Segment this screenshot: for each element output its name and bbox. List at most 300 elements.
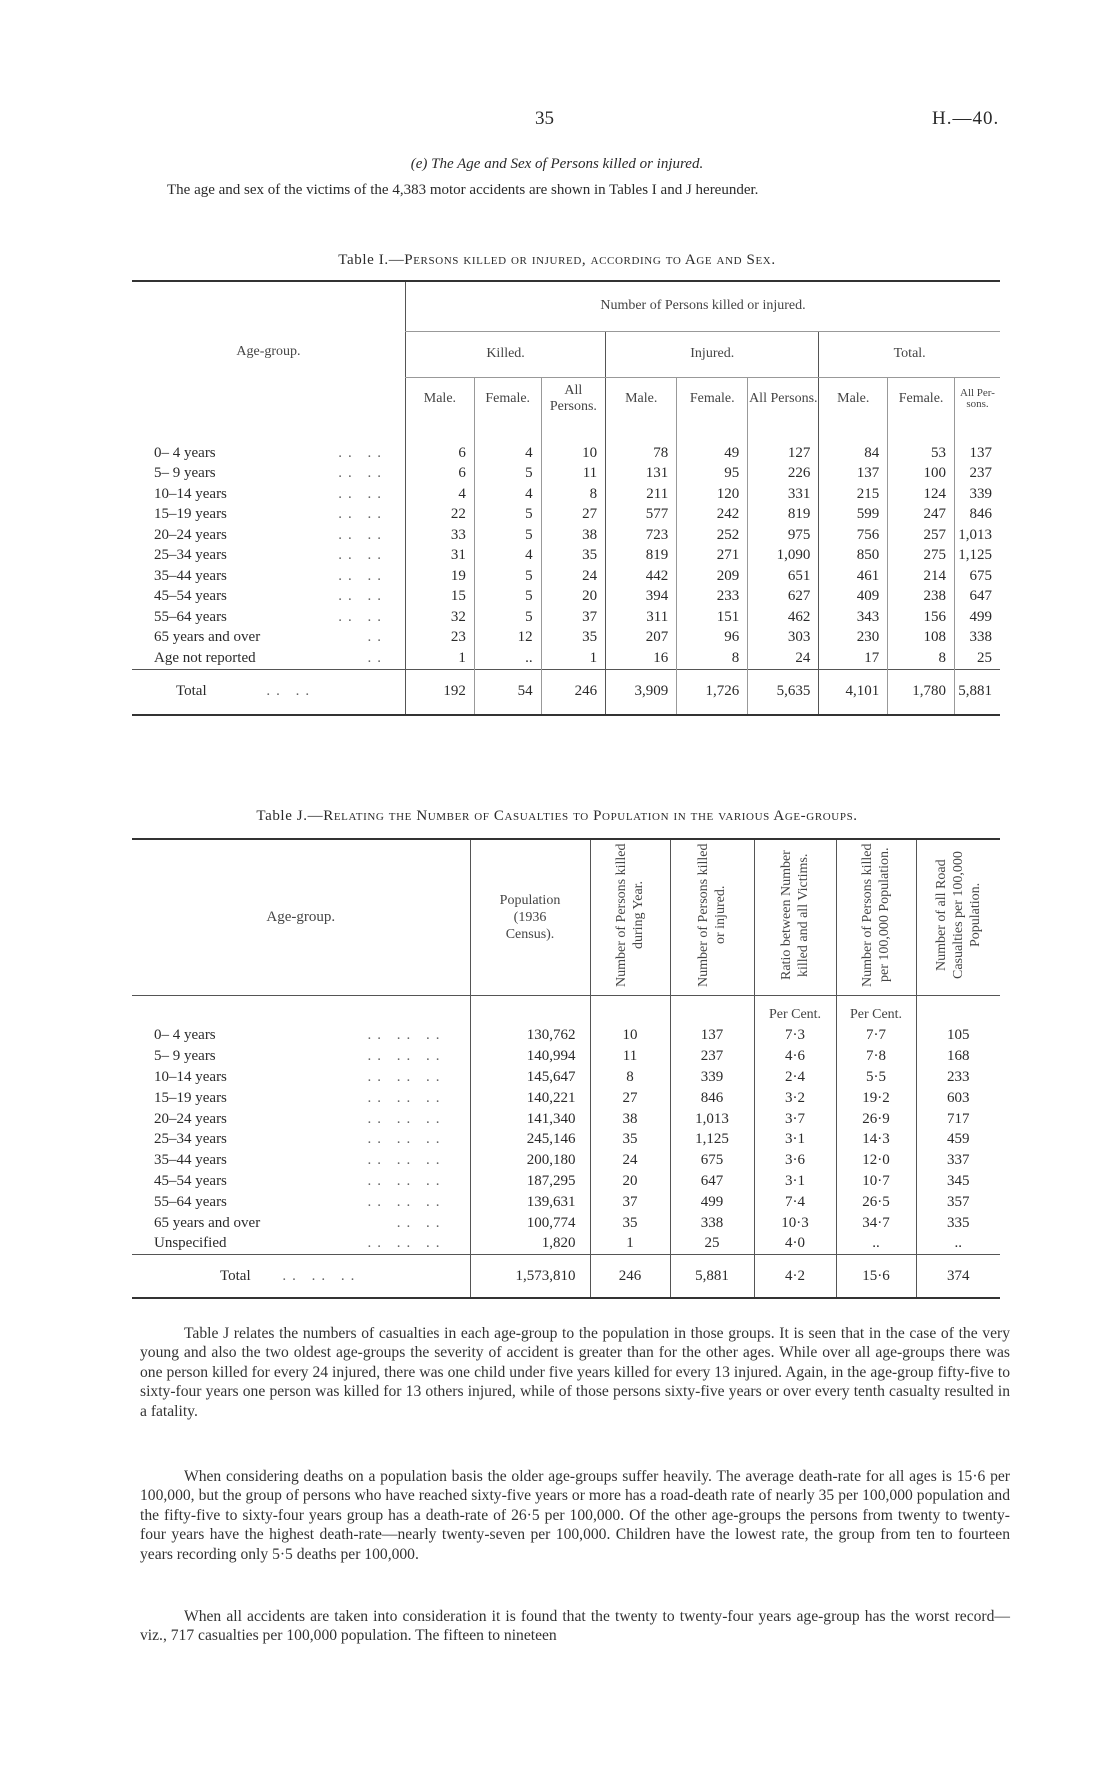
table-j-cell: 1,125 bbox=[670, 1129, 754, 1150]
table-i-cell: 271 bbox=[677, 546, 748, 567]
table-j bbox=[132, 838, 1000, 1299]
table-i-age-label: 15–19 years bbox=[154, 506, 227, 523]
table-i-row bbox=[132, 484, 1000, 505]
table-i-cell: 15 bbox=[405, 587, 474, 608]
table-i-cell: 647 bbox=[954, 587, 1000, 608]
table-j-cell: 5,881 bbox=[670, 1255, 754, 1299]
table-i-cell: 4 bbox=[474, 484, 541, 505]
table-i-age-label: 55–64 years bbox=[154, 608, 227, 625]
table-i-cell: 846 bbox=[954, 505, 1000, 526]
table-j-stub-header: Age-group. bbox=[266, 909, 336, 925]
table-j-cell: 1,013 bbox=[670, 1109, 754, 1130]
table-i-cell: 27 bbox=[541, 505, 606, 526]
table-i-cell: 24 bbox=[748, 648, 819, 669]
table-j-cell: 10·3 bbox=[754, 1213, 836, 1234]
table-j-cell: 35 bbox=[590, 1129, 670, 1150]
table-j-age-cell bbox=[132, 1129, 470, 1150]
table-j-cell: 3·6 bbox=[754, 1150, 836, 1171]
table-i-cell: 819 bbox=[748, 505, 819, 526]
table-j-cell: 187,295 bbox=[470, 1171, 590, 1192]
table-i-total-row bbox=[132, 669, 1000, 715]
table-i-age-cell bbox=[132, 648, 405, 669]
leader-dots: .. .. bbox=[338, 588, 387, 605]
table-i-cell: 252 bbox=[677, 525, 748, 546]
table-j-total-row bbox=[132, 1255, 1000, 1299]
table-i-cell: 1 bbox=[405, 648, 474, 669]
table-i-cell: 20 bbox=[541, 587, 606, 608]
table-i-age-label: Age not reported bbox=[154, 649, 256, 666]
table-i-age-cell bbox=[132, 566, 405, 587]
table-i-cell: 1,780 bbox=[888, 669, 955, 715]
table-i-group-injured: Injured. bbox=[606, 331, 819, 377]
table-i-row bbox=[132, 628, 1000, 649]
table-j-caption bbox=[0, 808, 1114, 825]
table-j-cell: 35 bbox=[590, 1213, 670, 1234]
table-i-row bbox=[132, 464, 1000, 485]
body-paragraph-1: Table J relates the numbers of casualties in each age-group to the population in those groups. It is seen that in the case of the very young and also the two oldest age-groups the severity of accident is greater than for the other ages. While over all age-groups there was one person killed for every 24 injured, there was one child under five years killed for every 13 injured. Again, in the age-group fifty-five to sixty-four years one person was killed for 13 others injured, while of those persons sixty-five years or over every tenth casualty resulted in a fatality. bbox=[140, 1325, 1010, 1420]
table-i-sub-female: Female. bbox=[888, 377, 955, 421]
table-i-cell: 5 bbox=[474, 464, 541, 485]
table-i-cell: 461 bbox=[819, 566, 888, 587]
table-j-cell: 145,647 bbox=[470, 1067, 590, 1088]
table-i-age-cell bbox=[132, 546, 405, 567]
table-j-row bbox=[132, 1129, 1000, 1150]
table-i-cell: 5 bbox=[474, 505, 541, 526]
table-j-cell: 3·2 bbox=[754, 1088, 836, 1109]
leader-dots: .. .. .. bbox=[367, 1131, 446, 1148]
table-i-cell: 238 bbox=[888, 587, 955, 608]
table-j-row bbox=[132, 1046, 1000, 1067]
table-i-cell: 599 bbox=[819, 505, 888, 526]
table-i-cell: 242 bbox=[677, 505, 748, 526]
table-j-cell: 1 bbox=[590, 1233, 670, 1254]
table-j-age-label: 0– 4 years bbox=[154, 1027, 216, 1044]
table-i-cell: 233 bbox=[677, 587, 748, 608]
table-j-cell: .. bbox=[916, 1233, 1000, 1254]
table-i-age-cell bbox=[132, 628, 405, 649]
leader-dots: .. .. bbox=[338, 444, 387, 461]
table-j-age-label: 45–54 years bbox=[154, 1172, 227, 1189]
table-j-cell: 647 bbox=[670, 1171, 754, 1192]
table-i-cell: 343 bbox=[819, 607, 888, 628]
table-j-cell: 14·3 bbox=[836, 1129, 916, 1150]
table-j-row bbox=[132, 1192, 1000, 1213]
table-i-sub-all: All Persons. bbox=[541, 377, 606, 421]
table-i-group-total: Total. bbox=[819, 331, 1000, 377]
table-i-cell: 651 bbox=[748, 566, 819, 587]
table-i-cell: 442 bbox=[606, 566, 677, 587]
table-j-cell: 338 bbox=[670, 1213, 754, 1234]
table-i bbox=[132, 280, 1000, 716]
table-j-cell: 5·5 bbox=[836, 1067, 916, 1088]
table-i-cell: 819 bbox=[606, 546, 677, 567]
table-i-age-label: 20–24 years bbox=[154, 526, 227, 543]
table-i-cell: 394 bbox=[606, 587, 677, 608]
table-i-cell: 24 bbox=[541, 566, 606, 587]
table-j-col-ratio: Ratio between Number killed and all Victims. bbox=[779, 850, 811, 980]
table-j-age-cell bbox=[132, 1150, 470, 1171]
table-j-cell: 499 bbox=[670, 1192, 754, 1213]
table-i-cell: 226 bbox=[748, 464, 819, 485]
table-j-cell: 245,146 bbox=[470, 1129, 590, 1150]
leader-dots: .. .. bbox=[338, 567, 387, 584]
table-j-cell: 10 bbox=[590, 1026, 670, 1047]
table-j-cell: 11 bbox=[590, 1046, 670, 1067]
leader-dots: .. bbox=[367, 629, 387, 646]
leader-dots: .. .. .. bbox=[367, 1089, 446, 1106]
body-paragraph-3: When all accidents are taken into consideration it is found that the twenty to twenty-four years age-group has the worst record—viz., 717 casualties per 100,000 population. The fifteen to nineteen bbox=[140, 1608, 1010, 1645]
table-j-cell: 38 bbox=[590, 1109, 670, 1130]
table-i-cell: 8 bbox=[888, 648, 955, 669]
table-j-cell: 233 bbox=[916, 1067, 1000, 1088]
table-i-cell: 247 bbox=[888, 505, 955, 526]
table-i-cell: 25 bbox=[954, 648, 1000, 669]
table-i-age-label: 65 years and over bbox=[154, 629, 261, 646]
table-i-cell: 32 bbox=[405, 607, 474, 628]
table-j-row bbox=[132, 1213, 1000, 1234]
table-j-row bbox=[132, 1233, 1000, 1254]
table-i-cell: 151 bbox=[677, 607, 748, 628]
table-j-cell: 26·5 bbox=[836, 1192, 916, 1213]
table-i-cell: 209 bbox=[677, 566, 748, 587]
table-i-sub-male: Male. bbox=[405, 377, 474, 421]
table-j-cell: 374 bbox=[916, 1255, 1000, 1299]
table-i-age-cell bbox=[132, 464, 405, 485]
table-i-sub-all-persons: All Per-sons. bbox=[954, 377, 1000, 421]
table-i-cell: 84 bbox=[819, 443, 888, 464]
table-i-caption bbox=[0, 252, 1114, 269]
table-i-cell: 35 bbox=[541, 546, 606, 567]
table-i-cell: 156 bbox=[888, 607, 955, 628]
table-i-cell: 409 bbox=[819, 587, 888, 608]
table-i-cell: 207 bbox=[606, 628, 677, 649]
table-i-cell: 257 bbox=[888, 525, 955, 546]
table-i-cell: 96 bbox=[677, 628, 748, 649]
leader-dots: .. .. bbox=[338, 547, 387, 564]
table-j-cell: 717 bbox=[916, 1109, 1000, 1130]
table-i-cell: 1,013 bbox=[954, 525, 1000, 546]
table-j-row bbox=[132, 1026, 1000, 1047]
table-i-cell: 215 bbox=[819, 484, 888, 505]
table-j-cell: 105 bbox=[916, 1026, 1000, 1047]
table-i-cell: 100 bbox=[888, 464, 955, 485]
table-i-cell: 230 bbox=[819, 628, 888, 649]
table-i-cell: 211 bbox=[606, 484, 677, 505]
table-j-age-cell bbox=[132, 1067, 470, 1088]
table-j-cell: 200,180 bbox=[470, 1150, 590, 1171]
table-j-cell: 3·7 bbox=[754, 1109, 836, 1130]
table-i-cell: 462 bbox=[748, 607, 819, 628]
table-j-col-population: Population (1936 Census). bbox=[470, 839, 590, 996]
table-j-age-cell bbox=[132, 1088, 470, 1109]
table-i-cell: 19 bbox=[405, 566, 474, 587]
table-j-cell: 139,631 bbox=[470, 1192, 590, 1213]
table-i-cell: 5 bbox=[474, 566, 541, 587]
table-j-age-label: 35–44 years bbox=[154, 1152, 227, 1169]
table-i-cell: 675 bbox=[954, 566, 1000, 587]
table-i-stub-header: Age-group. bbox=[236, 343, 301, 359]
table-j-cell: 603 bbox=[916, 1088, 1000, 1109]
table-i-cell: 311 bbox=[606, 607, 677, 628]
table-i-cell: 11 bbox=[541, 464, 606, 485]
table-i-cell: 16 bbox=[606, 648, 677, 669]
table-i-cell: 5,635 bbox=[748, 669, 819, 715]
table-j-cell: 19·2 bbox=[836, 1088, 916, 1109]
table-i-cell: 214 bbox=[888, 566, 955, 587]
table-j-cell: 4·0 bbox=[754, 1233, 836, 1254]
table-i-cell: 38 bbox=[541, 525, 606, 546]
table-i-cell: 127 bbox=[748, 443, 819, 464]
table-i-cell: 850 bbox=[819, 546, 888, 567]
table-i-cell: 5 bbox=[474, 587, 541, 608]
table-i-cell: 124 bbox=[888, 484, 955, 505]
table-j-cell: 15·6 bbox=[836, 1255, 916, 1299]
table-j-cell: 2·4 bbox=[754, 1067, 836, 1088]
table-i-cell: 95 bbox=[677, 464, 748, 485]
table-j-age-label: 5– 9 years bbox=[154, 1048, 216, 1065]
table-i-cell: 5 bbox=[474, 525, 541, 546]
leader-dots: .. .. bbox=[266, 683, 316, 699]
leader-dots: .. .. .. bbox=[282, 1267, 361, 1284]
table-i-cell: 1 bbox=[541, 648, 606, 669]
table-i-cell: 3,909 bbox=[606, 669, 677, 715]
table-i-cell: 4 bbox=[405, 484, 474, 505]
table-j-cell: 7·8 bbox=[836, 1046, 916, 1067]
table-j-row bbox=[132, 1171, 1000, 1192]
table-j-cell: 24 bbox=[590, 1150, 670, 1171]
leader-dots: .. .. .. bbox=[367, 1152, 446, 1169]
table-j-cell: 1,573,810 bbox=[470, 1255, 590, 1299]
table-j-cell: 140,221 bbox=[470, 1088, 590, 1109]
table-i-cell: 275 bbox=[888, 546, 955, 567]
table-i-sub-male: Male. bbox=[819, 377, 888, 421]
table-i-age-cell bbox=[132, 587, 405, 608]
table-j-age-cell bbox=[132, 1192, 470, 1213]
table-i-age-label: 35–44 years bbox=[154, 567, 227, 584]
table-i-cell: 37 bbox=[541, 607, 606, 628]
table-i-row bbox=[132, 525, 1000, 546]
leader-dots: .. .. bbox=[396, 1214, 446, 1231]
table-j-age-label: Unspecified bbox=[154, 1235, 227, 1252]
table-j-cell: 675 bbox=[670, 1150, 754, 1171]
table-i-row bbox=[132, 648, 1000, 669]
table-i-group-killed: Killed. bbox=[405, 331, 605, 377]
table-j-cell: .. bbox=[836, 1233, 916, 1254]
table-i-sub-male: Male. bbox=[606, 377, 677, 421]
leader-dots: .. .. .. bbox=[367, 1110, 446, 1127]
table-j-cell: 846 bbox=[670, 1088, 754, 1109]
table-i-age-label: 10–14 years bbox=[154, 485, 227, 502]
table-j-cell: 12·0 bbox=[836, 1150, 916, 1171]
leader-dots: .. bbox=[367, 649, 387, 666]
table-j-total-label: Total bbox=[220, 1267, 251, 1284]
section-heading: (e) The Age and Sex of Persons killed or injured. bbox=[410, 156, 704, 172]
table-i-row bbox=[132, 505, 1000, 526]
table-i-cell: 756 bbox=[819, 525, 888, 546]
table-i-cell: 137 bbox=[819, 464, 888, 485]
table-j-row bbox=[132, 1150, 1000, 1171]
table-j-cell: 3·1 bbox=[754, 1129, 836, 1150]
leader-dots: .. .. bbox=[338, 506, 387, 523]
table-j-cell: 1,820 bbox=[470, 1233, 590, 1254]
table-i-cell: 78 bbox=[606, 443, 677, 464]
leader-dots: .. .. .. bbox=[367, 1193, 446, 1210]
table-j-cell: 20 bbox=[590, 1171, 670, 1192]
table-j-cell: 459 bbox=[916, 1129, 1000, 1150]
table-i-cell: 120 bbox=[677, 484, 748, 505]
table-j-age-label: 65 years and over bbox=[154, 1214, 261, 1231]
table-i-cell: 4 bbox=[474, 546, 541, 567]
table-i-cell: 4 bbox=[474, 443, 541, 464]
leader-dots: .. .. bbox=[338, 526, 387, 543]
table-j-cell: 3·1 bbox=[754, 1171, 836, 1192]
table-i-age-cell bbox=[132, 505, 405, 526]
leader-dots: .. .. .. bbox=[367, 1048, 446, 1065]
table-i-cell: 17 bbox=[819, 648, 888, 669]
table-j-cell: 339 bbox=[670, 1067, 754, 1088]
leader-dots: .. .. .. bbox=[367, 1235, 446, 1252]
table-j-age-cell bbox=[132, 1171, 470, 1192]
table-i-cell: 577 bbox=[606, 505, 677, 526]
table-j-cell: 100,774 bbox=[470, 1213, 590, 1234]
table-i-cell: 23 bbox=[405, 628, 474, 649]
table-i-age-label: 0– 4 years bbox=[154, 444, 216, 461]
table-i-cell: 8 bbox=[677, 648, 748, 669]
table-j-col-casualty-rate: Number of all Road Casualties per 100,000 Population. bbox=[933, 851, 983, 979]
table-j-caption-text: —Relating the Number of Casualties to Population in the various Age-groups. bbox=[307, 808, 858, 824]
table-j-row bbox=[132, 1067, 1000, 1088]
table-j-row bbox=[132, 1109, 1000, 1130]
table-i-cell: 237 bbox=[954, 464, 1000, 485]
table-i-cell: 108 bbox=[888, 628, 955, 649]
table-i-cell: 31 bbox=[405, 546, 474, 567]
table-j-cell: 25 bbox=[670, 1233, 754, 1254]
table-j-row bbox=[132, 1088, 1000, 1109]
table-j-cell: 4·6 bbox=[754, 1046, 836, 1067]
table-i-row bbox=[132, 546, 1000, 567]
table-i-caption-text: —Persons killed or injured, according to Age and Sex. bbox=[388, 252, 776, 268]
table-j-age-cell bbox=[132, 1233, 470, 1254]
table-i-age-cell bbox=[132, 443, 405, 464]
table-j-cell: 140,994 bbox=[470, 1046, 590, 1067]
table-j-age-label: 20–24 years bbox=[154, 1110, 227, 1127]
table-j-cell: 137 bbox=[670, 1026, 754, 1047]
table-i-age-label: 45–54 years bbox=[154, 588, 227, 605]
table-j-cell: 141,340 bbox=[470, 1109, 590, 1130]
leader-dots: .. .. bbox=[338, 465, 387, 482]
leader-dots: .. .. .. bbox=[367, 1068, 446, 1085]
table-i-cell: 22 bbox=[405, 505, 474, 526]
table-j-cell: 26·9 bbox=[836, 1109, 916, 1130]
table-i-age-cell bbox=[132, 525, 405, 546]
table-i-cell: 1,090 bbox=[748, 546, 819, 567]
table-i-age-cell bbox=[132, 607, 405, 628]
table-j-cell: 357 bbox=[916, 1192, 1000, 1213]
table-i-cell: 499 bbox=[954, 607, 1000, 628]
table-j-age-cell bbox=[132, 1046, 470, 1067]
table-j-cell: 4·2 bbox=[754, 1255, 836, 1299]
table-j-cell: 27 bbox=[590, 1088, 670, 1109]
table-j-cell: 246 bbox=[590, 1255, 670, 1299]
leader-dots: .. .. bbox=[338, 485, 387, 502]
table-i-cell: 35 bbox=[541, 628, 606, 649]
table-j-cell: 337 bbox=[916, 1150, 1000, 1171]
table-j-age-label: 25–34 years bbox=[154, 1131, 227, 1148]
table-j-cell: 7·4 bbox=[754, 1192, 836, 1213]
table-i-cell: 338 bbox=[954, 628, 1000, 649]
table-i-age-label: 5– 9 years bbox=[154, 465, 216, 482]
table-i-cell: 303 bbox=[748, 628, 819, 649]
table-i-cell: 6 bbox=[405, 464, 474, 485]
table-i-cell: 53 bbox=[888, 443, 955, 464]
table-j-cell: 37 bbox=[590, 1192, 670, 1213]
table-i-cell: 12 bbox=[474, 628, 541, 649]
table-i-cell: 131 bbox=[606, 464, 677, 485]
table-j-unit: Per Cent. bbox=[836, 996, 916, 1026]
table-j-cell: 237 bbox=[670, 1046, 754, 1067]
table-i-cell: 339 bbox=[954, 484, 1000, 505]
table-i-cell: 6 bbox=[405, 443, 474, 464]
table-i-cell: 192 bbox=[405, 669, 474, 715]
table-j-caption-label: Table J. bbox=[256, 808, 308, 824]
table-i-cell: 54 bbox=[474, 669, 541, 715]
section-intro: The age and sex of the victims of the 4,383 motor accidents are shown in Tables I and J hereunder. bbox=[167, 182, 759, 198]
table-j-cell: 7·7 bbox=[836, 1026, 916, 1047]
table-i-sub-all: All Persons. bbox=[748, 377, 819, 421]
table-i-cell: 723 bbox=[606, 525, 677, 546]
table-i-row bbox=[132, 566, 1000, 587]
table-j-cell: 130,762 bbox=[470, 1026, 590, 1047]
table-i-age-cell bbox=[132, 484, 405, 505]
table-i-cell: 10 bbox=[541, 443, 606, 464]
table-i-caption-label: Table I. bbox=[338, 252, 389, 268]
table-j-cell: 168 bbox=[916, 1046, 1000, 1067]
document-reference: H.—40. bbox=[932, 108, 1000, 129]
table-i-cell: 5 bbox=[474, 607, 541, 628]
table-j-cell: 345 bbox=[916, 1171, 1000, 1192]
table-i-cell: 627 bbox=[748, 587, 819, 608]
table-i-row bbox=[132, 587, 1000, 608]
table-j-col-killed: Number of Persons killed during Year. bbox=[614, 843, 646, 987]
leader-dots: .. .. .. bbox=[367, 1172, 446, 1189]
table-i-age-label: 25–34 years bbox=[154, 547, 227, 564]
table-j-age-label: 10–14 years bbox=[154, 1068, 227, 1085]
table-i-cell: 5,881 bbox=[954, 669, 1000, 715]
leader-dots: .. .. bbox=[338, 608, 387, 625]
table-i-cell: 1,726 bbox=[677, 669, 748, 715]
table-i-cell: 49 bbox=[677, 443, 748, 464]
table-j-age-cell bbox=[132, 1213, 470, 1234]
table-i-cell: 1,125 bbox=[954, 546, 1000, 567]
table-j-unit: Per Cent. bbox=[754, 996, 836, 1026]
table-j-age-cell bbox=[132, 1026, 470, 1047]
table-j-cell: 34·7 bbox=[836, 1213, 916, 1234]
table-j-cell: 10·7 bbox=[836, 1171, 916, 1192]
leader-dots: .. .. .. bbox=[367, 1027, 446, 1044]
table-i-cell: 246 bbox=[541, 669, 606, 715]
table-i-cell: 137 bbox=[954, 443, 1000, 464]
table-i-cell: 8 bbox=[541, 484, 606, 505]
table-i-cell: 331 bbox=[748, 484, 819, 505]
table-i-row bbox=[132, 607, 1000, 628]
table-i-total-label: Total bbox=[176, 683, 207, 699]
table-j-age-label: 55–64 years bbox=[154, 1193, 227, 1210]
table-i-cell: 33 bbox=[405, 525, 474, 546]
table-i-sub-female: Female. bbox=[677, 377, 748, 421]
table-i-cell: 4,101 bbox=[819, 669, 888, 715]
table-j-cell: 335 bbox=[916, 1213, 1000, 1234]
table-j-cell: 7·3 bbox=[754, 1026, 836, 1047]
